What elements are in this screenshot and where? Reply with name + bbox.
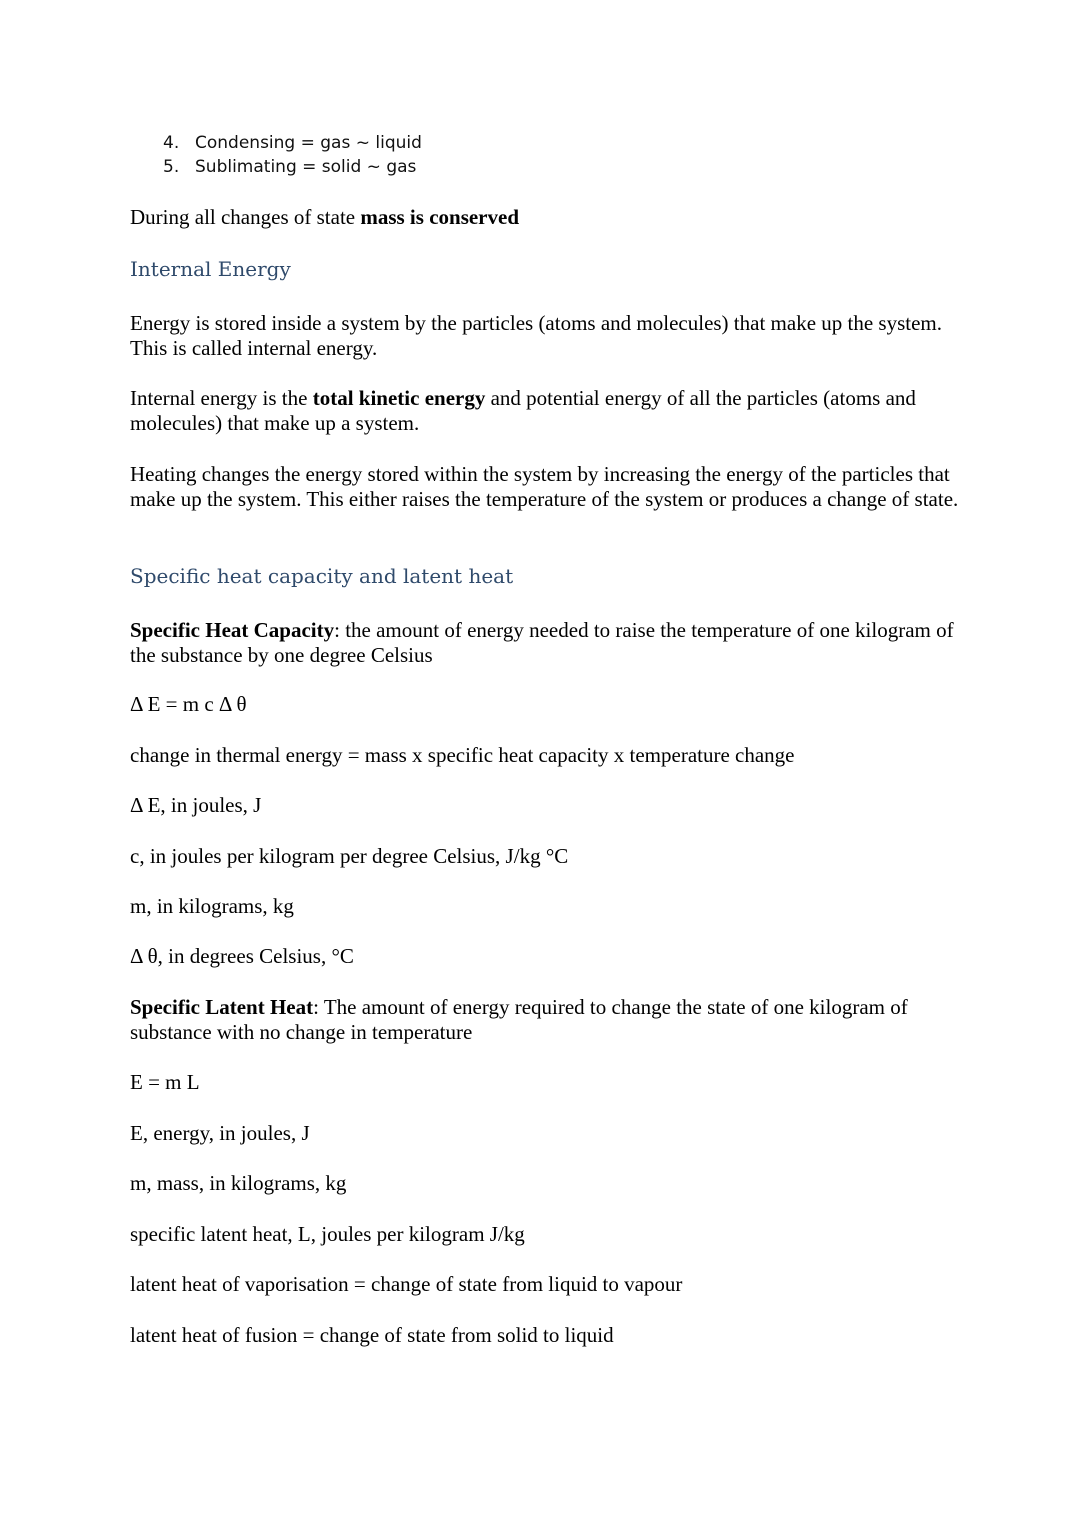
heading-internal-energy: Internal Energy (130, 257, 291, 281)
unit-line: E, energy, in joules, J (130, 1121, 310, 1145)
list-text: Sublimating = solid ~ gas (195, 157, 417, 177)
specific-latent-heat-term: Specific Latent Heat (130, 995, 314, 1019)
unit-line: m, in kilograms, kg (130, 894, 294, 918)
unit-line: latent heat of vaporisation = change of state from liquid to vapour (130, 1272, 683, 1296)
state-change-list (163, 131, 422, 179)
list-number: 4. (163, 133, 180, 153)
unit-line: Δ E, in joules, J (130, 793, 262, 817)
mass-conserved-line: During all changes of state mass is conserved (130, 205, 520, 229)
heading-specific-heat: Specific heat capacity and latent heat (130, 564, 514, 588)
unit-line: c, in joules per kilogram per degree Celsius, J/kg °C (130, 844, 569, 868)
unit-line: Δ θ, in degrees Celsius, °C (130, 944, 354, 968)
list-item (163, 155, 422, 179)
unit-line: specific latent heat, L, joules per kilogram J/kg (130, 1222, 525, 1246)
total-kinetic-energy-bold: total kinetic energy (312, 386, 486, 410)
list-number: 5. (163, 157, 180, 177)
internal-energy-paragraph-3: Heating changes the energy stored within the system by increasing the energy of the particles that make up the system. This either raises the temperature of the system or produces a change of state. (130, 462, 959, 511)
shc-word-equation: change in thermal energy = mass x specific heat capacity x temperature change (130, 743, 795, 767)
specific-latent-heat-definition: Specific Latent Heat: The amount of energy required to change the state of one kilogram of substance with no change in temperature (130, 995, 908, 1044)
shc-formula: Δ E = m c Δ θ (130, 692, 247, 716)
unit-line: latent heat of fusion = change of state from solid to liquid (130, 1323, 614, 1347)
slh-formula: E = m L (130, 1070, 200, 1094)
internal-energy-paragraph-1: Energy is stored inside a system by the particles (atoms and molecules) that make up the system. This is called internal energy. (130, 311, 943, 360)
specific-heat-capacity-definition: Specific Heat Capacity: the amount of energy needed to raise the temperature of one kilogram of the substance by one degree Celsius (130, 618, 954, 667)
list-text: Condensing = gas ~ liquid (195, 133, 422, 153)
unit-line: m, mass, in kilograms, kg (130, 1171, 347, 1195)
list-item (163, 131, 422, 155)
internal-energy-paragraph-2: Internal energy is the total kinetic energy and potential energy of all the particles (atoms and molecules) that make up a system. (130, 386, 916, 435)
mass-conserved-bold: mass is conserved (360, 205, 520, 229)
specific-heat-capacity-term: Specific Heat Capacity (130, 618, 335, 642)
